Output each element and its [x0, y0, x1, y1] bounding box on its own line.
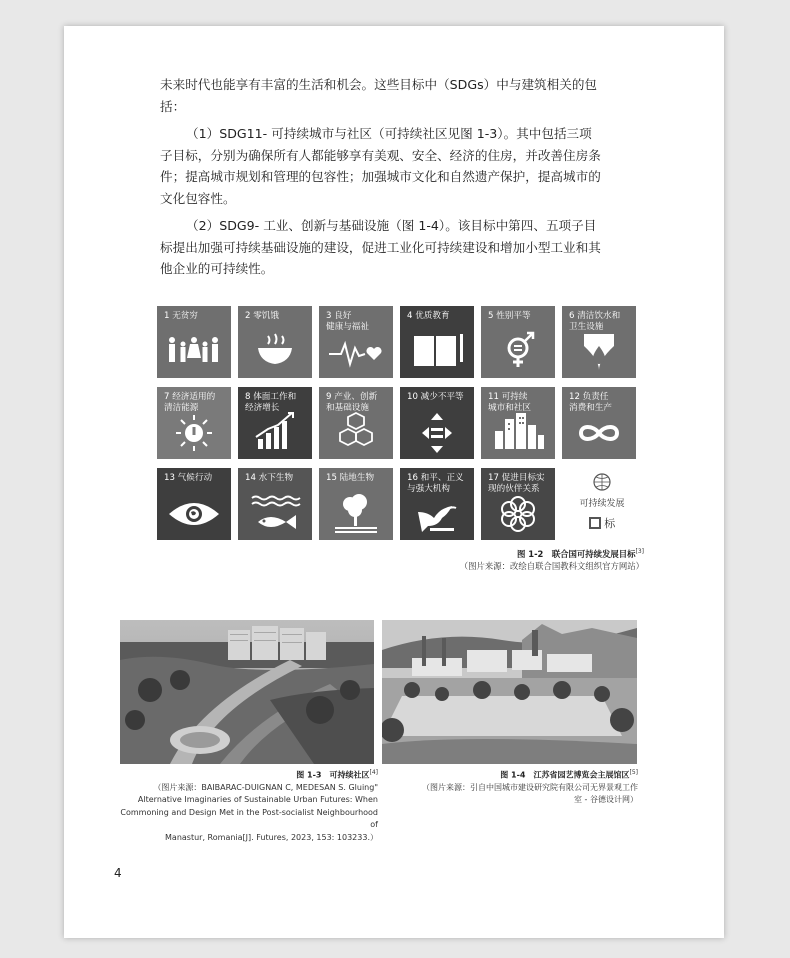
figure-1-2-title: 图 1-2 联合国可持续发展目标: [516, 548, 636, 559]
figure-1-4-source-line: 室 - 谷德设计网）: [574, 795, 638, 805]
photo-horticulture-expo: [382, 620, 637, 764]
book-pen-icon: [400, 328, 474, 378]
un-logo-text-line2: 标: [566, 515, 638, 531]
sdg-tile-4: 4 优质教育: [400, 306, 474, 378]
sdg-tile-1: 1 无贫穷: [157, 306, 231, 378]
un-logo-text-line1: 可持续发展: [579, 499, 625, 509]
growth-chart-icon: [238, 409, 312, 459]
sdg-tile-15: 15 陆地生物: [319, 468, 393, 540]
figure-1-3-title: 图 1-3 可持续社区: [296, 770, 370, 780]
sdg-tile-7: 7 经济适用的 清洁能源: [157, 387, 231, 459]
sdg-tile-9: 9 产业、创新 和基础设施: [319, 387, 393, 459]
sdg-wheel-icon: [589, 517, 601, 529]
family-icon: [157, 328, 231, 378]
water-drop-icon: [562, 328, 636, 378]
fish-icon: [238, 490, 312, 540]
sdg-tile-6: 6 清洁饮水和 卫生设施: [562, 306, 636, 378]
paragraph-sdg11: （1）SDG11- 可持续城市与社区（可持续社区见图 1-3）。其中包括三项子目标，分别为确保所有人都能够享有美观、安全、经济的住房，并改善住房条件；提高城市规划和管理的包容性；加强城市文化和自然遗产保护，提高城市的文化包容性。: [160, 126, 601, 206]
city-buildings-icon: [481, 409, 555, 459]
sdg-tile-11: 11 可持续 城市和社区: [481, 387, 555, 459]
sdg-tile-12: 12 负责任 消费和生产: [562, 387, 636, 459]
equality-arrows-icon: [400, 409, 474, 459]
paragraph-sdg9: （2）SDG9- 工业、创新与基础设施（图 1-4）。该目标中第四、五项子目标提出加强可持续基础设施的建设，促进工业化可持续建设和增加小型工业和其他企业的可持续性。: [160, 218, 601, 276]
figure-1-3-source-line: Manastur, Romania[J]. Futures, 2023, 153: 103233.）: [165, 832, 378, 842]
heartbeat-icon: [319, 328, 393, 378]
sun-power-icon: [157, 409, 231, 459]
sdg-tile-16: 16 和平、正义 与强大机构: [400, 468, 474, 540]
sdg-tile-10: 10 减少不平等: [400, 387, 474, 459]
sdg-tile-17: 17 促进目标实 现的伙伴关系: [481, 468, 555, 540]
sdg-tile-14: 14 水下生物: [238, 468, 312, 540]
figure-1-3-source-line: Alternative Imaginaries of Sustainable Urban Futures: When: [137, 795, 378, 805]
flower-rings-icon: [481, 490, 555, 540]
bowl-icon: [238, 328, 312, 378]
figure-1-3-source-line: Commoning and Design Met in the Post-socialist Neighbourhood of: [120, 807, 378, 830]
sdg-tile-5: 5 性别平等: [481, 306, 555, 378]
figure-1-2-caption: 图 1-2 联合国可持续发展目标[3] （图片来源：改绘自联合国教科文组织官方网站）: [400, 546, 644, 573]
sdg-tile-2: 2 零饥饿: [238, 306, 312, 378]
sdg-tile-13: 13 气候行动: [157, 468, 231, 540]
tree-icon: [319, 490, 393, 540]
dove-icon: [400, 490, 474, 540]
figure-1-3-caption: 图 1-3 可持续社区[4] （图片来源：BAIBARAC-DUIGNAN C, MEDESAN S. Gluing" Alternative Imaginaries of Sustainable Urban Futures: When Commoning and Design Met in the Post-socialist Neighbourhood of Manastur, Romania[J]. Futures, 2023, 153: 103233.）: [120, 767, 378, 844]
sdg-tile-8: 8 体面工作和 经济增长: [238, 387, 312, 459]
eye-globe-icon: [157, 490, 231, 540]
figure-1-4-source-line: （图片来源：引自中国城市建设研究院有限公司无界景观工作: [422, 783, 638, 793]
body-text: [160, 74, 602, 280]
gender-equality-icon: [481, 328, 555, 378]
figure-1-3-source-line: （图片来源：BAIBARAC-DUIGNAN C, MEDESAN S. Gluing": [153, 783, 378, 793]
page-number: 4: [114, 866, 122, 880]
cubes-icon: [319, 409, 393, 459]
photo-sustainable-community: [120, 620, 374, 764]
un-sdg-logo: [566, 472, 638, 542]
figure-1-4-title: 图 1-4 江苏省园艺博览会主展馆区: [500, 770, 630, 780]
un-emblem-icon: [592, 472, 612, 492]
figure-1-4-caption: 图 1-4 江苏省园艺博览会主展馆区[5] （图片来源：引自中国城市建设研究院有限公司无界景观工作 室 - 谷德设计网）: [384, 767, 638, 807]
figure-1-2-source: （图片来源：改绘自联合国教科文组织官方网站）: [459, 561, 644, 572]
sdg-tile-3: 3 良好 健康与福祉: [319, 306, 393, 378]
paragraph-intro: 未来时代也能享有丰富的生活和机会。这些目标中（SDGs）中与建筑相关的包括：: [160, 77, 598, 114]
infinity-icon: [562, 409, 636, 459]
